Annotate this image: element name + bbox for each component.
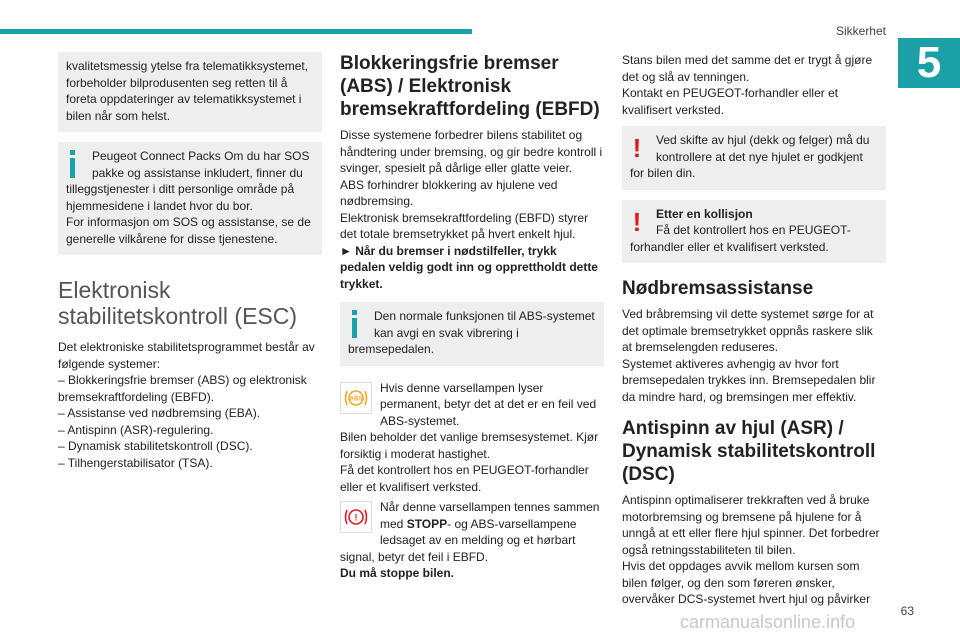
abs-heading: Blokkeringsfrie bremser (ABS) / Elektronisk bremsekraftfordeling (EBFD) xyxy=(340,53,600,120)
info-text-1: Peugeot Connect Packs Om du har SOS pakke og assistanse inkludert, finner du tilleggstjenester i ditt personlige område på hjemmesidene i landet hvor du bor. xyxy=(66,149,310,213)
column-3 xyxy=(622,52,886,608)
page-number: 63 xyxy=(900,604,914,618)
header-accent-bar xyxy=(0,29,472,34)
watermark: carmanualsonline.info xyxy=(680,612,856,632)
list-item: – Antispinn (ASR)-regulering. xyxy=(58,422,214,437)
esc-heading: Elektronisk stabilitetskontroll (ESC) xyxy=(58,277,298,329)
abs-p3: Elektronisk bremsekraftfordeling (EBFD) styrer det totale bremsetrykket på hvert enkelt hjul. xyxy=(340,210,589,241)
stop-final: Du må stoppe bilen. xyxy=(340,566,455,580)
asr-p1: Antispinn optimaliserer trekkraften ved å bruke motorbremsing og bremsene på hjulene for å unngå at ett eller flere hjul spinner. Det forbedrer også retningsstabiliteten til bilen. xyxy=(622,493,880,557)
eba-p2: Systemet aktiveres avhengig av hvor fort bremsepedalen trykkes inn. Bremsepedalen blir da mindre hard, og bremsingen mer effektiv. xyxy=(622,356,876,404)
info-text-2: For informasjon om SOS og assistanse, se de generelle vilkårene for disse tjenestene. xyxy=(66,215,311,246)
column-1 xyxy=(58,52,322,471)
abs-warning-lamp-icon xyxy=(340,382,372,414)
col3-p2: Kontakt en PEUGEOT-forhandler eller et kvalifisert verksted. xyxy=(622,86,839,117)
svg-text:!: ! xyxy=(354,512,358,523)
abs-p2: ABS forhindrer blokkering av hjulene ved nødbremsing. xyxy=(340,177,558,208)
list-item: – Assistanse ved nødbremsing (EBA). xyxy=(58,406,261,420)
abs-lamp-text-1: Hvis denne varsellampen lyser permanent, betyr det at det er en feil ved ABS-systemet. xyxy=(380,380,597,428)
column-2 xyxy=(340,52,604,586)
esc-list xyxy=(58,372,322,471)
warning-title: Etter en kollisjon xyxy=(656,206,753,221)
asr-p2: Hvis det oppdages avvik mellom kursen som bilen følger, og den som føreren ønsker, overvåker DCS-systemet hvert hjul og påvirker xyxy=(622,559,871,606)
abs-lamp-block xyxy=(340,376,604,500)
abs-lamp-text-2: Bilen beholder det vanlige bremsesystemet. Kjør forsiktig i moderat hastighet. xyxy=(340,430,599,461)
section-title: Sikkerhet xyxy=(835,24,886,38)
warning-text: Ved skifte av hjul (dekk og felger) må du kontrollere at det nye hjulet er godkjent for bilen din. xyxy=(630,133,870,180)
info-box-connect-packs xyxy=(58,142,322,255)
abs-lamp-text-3: Få det kontrollert hos en PEUGEOT-forhandler eller et kvalifisert verksted. xyxy=(340,463,589,494)
warning-box-collision xyxy=(622,200,886,264)
eba-p1: Ved bråbremsing vil dette systemet sørge for at det optimale bremsetrykket oppnås raskere slik at bremselengden reduseres. xyxy=(622,307,874,354)
abs-p4: ► Når du bremser i nødstilfeller, trykk pedalen veldig godt inn og opprettholdt dette trykket. xyxy=(340,243,598,291)
note-text: kvalitetsmessig ytelse fra telematikksystemet, forbeholder bilprodusenten seg retten til å foreta oppdateringer av telematikksystemet i bilen når som helst. xyxy=(66,59,309,123)
abs-p1: Disse systemene forbedrer bilens stabilitet og håndtering under bremsing, og gir bedre kontroll i svinger, spesielt på dårlige eller glatte veier. xyxy=(340,128,603,175)
brake-warning-lamp-icon xyxy=(340,501,372,533)
info-box-abs-vibration xyxy=(340,302,604,366)
warning-box-wheels xyxy=(622,126,886,190)
list-item: – Tilhengerstabilisator (TSA). xyxy=(58,455,213,470)
esc-intro: Det elektroniske stabilitetsprogrammet består av følgende systemer: xyxy=(58,340,315,371)
info-icon xyxy=(66,150,80,180)
warning-text: Få det kontrollert hos en PEUGEOT-forhandler eller et kvalifisert verksted. xyxy=(630,223,851,254)
brake-lamp-block xyxy=(340,499,604,586)
info-icon xyxy=(348,310,362,340)
brake-lamp-text-bold: STOPP xyxy=(406,516,448,531)
list-item: – Blokkeringsfrie bremser (ABS) og elektronisk bremsekraftfordeling (EBFD). xyxy=(58,373,307,404)
brake-lamp-text-post: - og ABS-varsellampene ledsaget av en melding og et hørbart signal, betyr det feil i EBFD. xyxy=(340,516,577,564)
svg-text:ABS: ABS xyxy=(349,396,363,402)
warning-icon: ! xyxy=(632,206,642,237)
info-text: Den normale funksjonen til ABS-systemet kan avgi en svak vibrering i bremsepedalen. xyxy=(348,309,595,356)
eba-heading: Nødbremsassistanse xyxy=(622,278,814,299)
asr-heading: Antispinn av hjul (ASR) / Dynamisk stabilitetskontroll (DSC) xyxy=(622,418,876,485)
chapter-number: 5 xyxy=(898,38,960,88)
warning-icon: ! xyxy=(632,133,642,163)
list-item: – Dynamisk stabilitetskontroll (DSC). xyxy=(58,439,253,453)
col3-p1: Stans bilen med det samme det er trygt å gjøre det og slå av tenningen. xyxy=(622,53,873,84)
brake-lamp-text-pre: Når denne varsellampen tennes sammen med xyxy=(380,500,600,531)
note-box-telematics xyxy=(58,52,322,132)
